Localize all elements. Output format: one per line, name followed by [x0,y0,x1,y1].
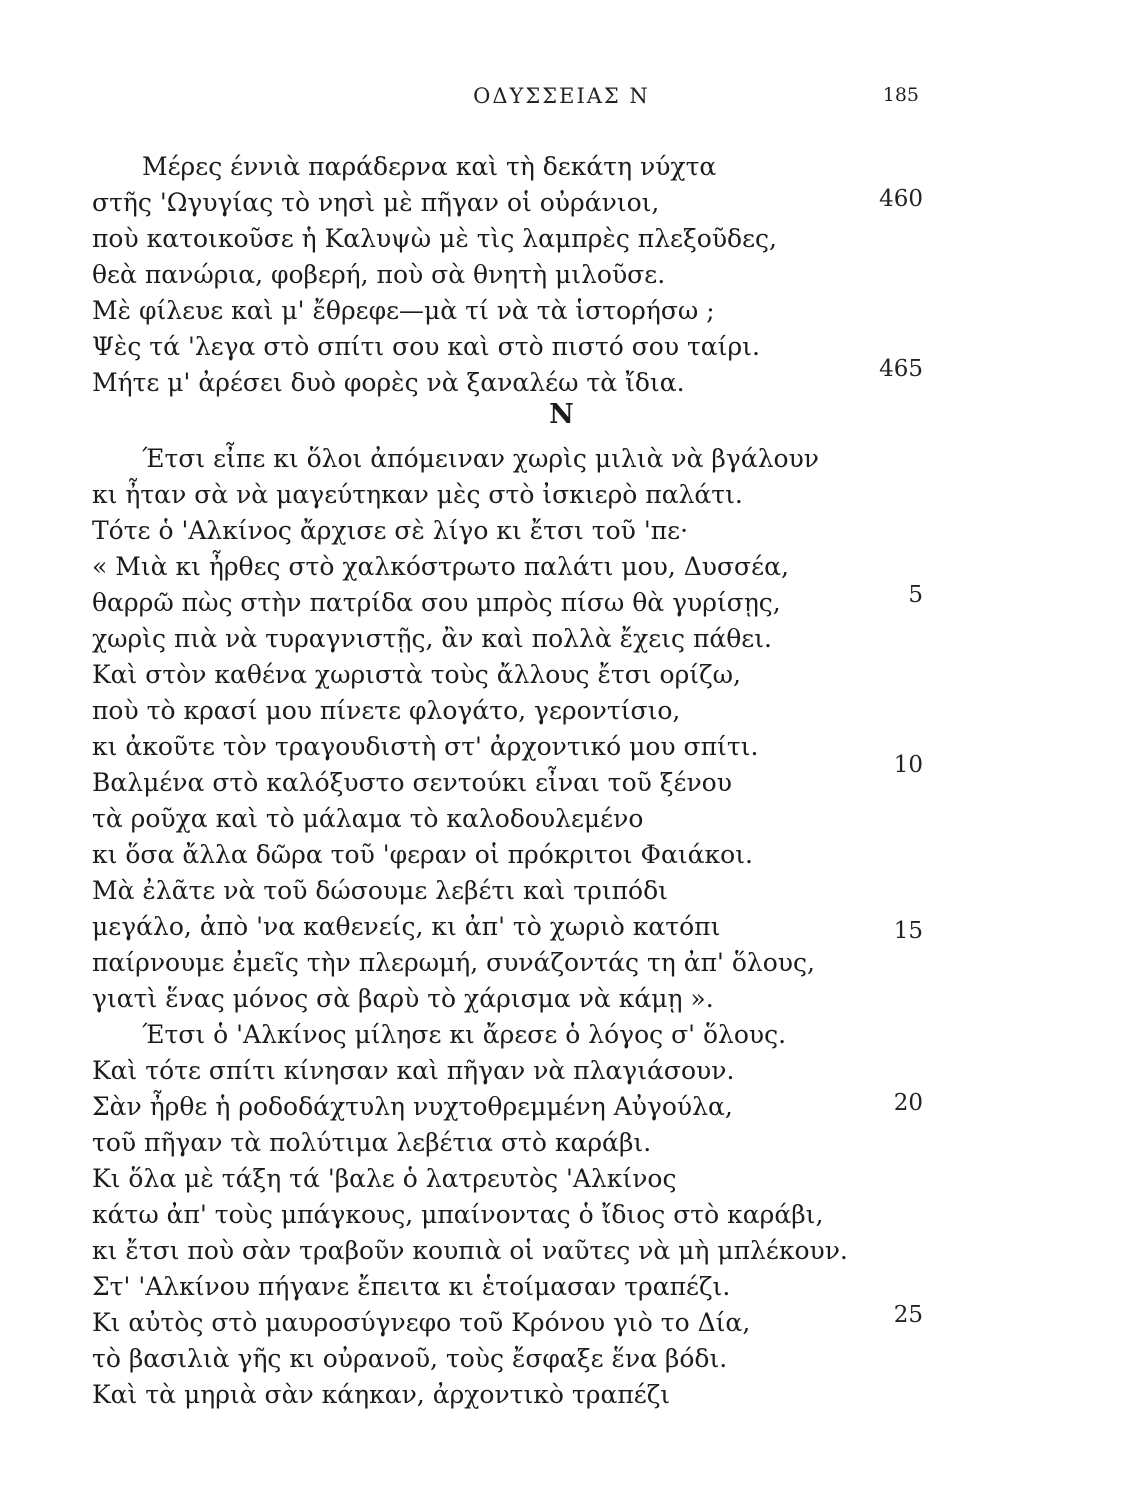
verse-line: ποὺ τὸ κρασί μου πίνετε φλογάτο, γεροντίσιο, [92,696,681,725]
line-number: 460 [879,186,923,212]
verse-line: Μὲ φίλευε καὶ μ' ἔθρεφε—μὰ τί νὰ τὰ ἱστορήσω ; [92,296,715,325]
verse-line: γιατὶ ἕνας μόνος σὰ βαρὺ τὸ χάρισμα νὰ κάμῃ ». [92,984,714,1013]
line-number: 15 [893,918,923,944]
verse-line: Στ' 'Αλκίνου πήγανε ἔπειτα κι ἑτοίμασαν τραπέζι. [92,1272,731,1301]
verse-line: ποὺ κατοικοῦσε ἡ Καλυψὼ μὲ τὶς λαμπρὲς πλεξοῦδες, [92,224,777,253]
verse-line: Ψὲς τά 'λεγα στὸ σπίτι σου καὶ στὸ πιστό σου ταίρι. [92,332,760,361]
line-number: 465 [879,356,923,382]
page-number: 185 [882,84,919,106]
verse-line: Έτσι ὁ 'Αλκίνος μίλησε κι ἄρεσε ὁ λόγος σ' ὅλους. [142,1020,787,1049]
verse-line: τὸ βασιλιὰ γῆς κι οὐρανοῦ, τοὺς ἔσφαξε ἕνα βόδι. [92,1344,728,1373]
verse-line: κι ἀκοῦτε τὸν τραγουδιστὴ στ' ἀρχοντικό μου σπίτι. [92,732,759,761]
verse-line: Τότε ὁ 'Αλκίνος ἄρχισε σὲ λίγο κι ἔτσι τοῦ 'πε· [92,516,689,545]
verse-line: κι ἔτσι ποὺ σὰν τραβοῦν κουπιὰ οἱ ναῦτες νὰ μὴ μπλέκουν. [92,1236,848,1265]
verse-line: θαρρῶ πὼς στὴν πατρίδα σου μπρὸς πίσω θὰ γυρίσῃς, [92,588,781,617]
line-number: 10 [893,752,923,778]
verse-line: Καὶ τότε σπίτι κίνησαν καὶ πῆγαν νὰ πλαγιάσουν. [92,1056,735,1085]
line-number: 25 [893,1302,923,1328]
verse-line: Κι αὐτὸς στὸ μαυροσύγνεφο τοῦ Κρόνου γιὸ το Δία, [92,1308,751,1337]
verse-line: Έτσι εἶπε κι ὅλοι ἀπόμειναν χωρὶς μιλιὰ νὰ βγάλουν [142,444,819,473]
verse-line: τοῦ πῆγαν τὰ πολύτιμα λεβέτια στὸ καράβι. [92,1128,652,1157]
verse-line: « Μιὰ κι ἦρθες στὸ χαλκόστρωτο παλάτι μου, Δυσσέα, [92,552,789,581]
verse-line: παίρνουμε ἐμεῖς τὴν πλερωμή, συνάζοντάς τη ἀπ' ὅλους, [92,948,815,977]
verse-line: Μήτε μ' ἀρέσει δυὸ φορὲς νὰ ξαναλέω τὰ ἴδια. [92,368,685,397]
section-heading: Ν [549,399,574,430]
verse-line: κάτω ἀπ' τοὺς μπάγκους, μπαίνοντας ὁ ἴδιος στὸ καράβι, [92,1200,824,1229]
verse-line: χωρὶς πιὰ νὰ τυραγνιστῇς, ἂν καὶ πολλὰ ἔχεις πάθει. [92,624,773,653]
verse-line: κι ἦταν σὰ νὰ μαγεύτηκαν μὲς στὸ ἰσκιερὸ παλάτι. [92,480,743,509]
verse-line: Σὰν ἦρθε ἡ ροδοδάχτυλη νυχτοθρεμμένη Αὐγούλα, [92,1092,733,1121]
verse-line: τὰ ροῦχα καὶ τὸ μάλαμα τὸ καλοδουλεμένο [92,804,644,833]
line-number: 20 [893,1090,923,1116]
verse-line: Μέρες έννιὰ παράδερνα καὶ τὴ δεκάτη νύχτα [142,152,717,181]
verse-line: μεγάλο, ἀπὸ 'να καθενείς, κι ἀπ' τὸ χωριὸ κατόπι [92,912,721,941]
verse-line: Κι ὅλα μὲ τάξη τά 'βαλε ὁ λατρευτὸς 'Αλκίνος [92,1164,677,1193]
verse-line: Καὶ τὰ μηριὰ σὰν κάηκαν, ἀρχοντικὸ τραπέζι [92,1380,671,1409]
verse-line: κι ὅσα ἄλλα δῶρα τοῦ 'φεραν οἱ πρόκριτοι Φαιάκοι. [92,840,753,869]
verse-line: Βαλμένα στὸ καλόξυστο σεντούκι εἶναι τοῦ ξένου [92,768,732,797]
verse-line: Μὰ ἐλᾶτε νὰ τοῦ δώσουμε λεβέτι καὶ τριπόδι [92,876,668,905]
line-number: 5 [908,582,923,608]
verse-line: θεὰ πανώρια, φοβερή, ποὺ σὰ θνητὴ μιλοῦσε. [92,260,666,289]
running-header: ΟΔΥΣΣΕΙΑΣ Ν [473,84,650,108]
verse-line: Καὶ στὸν καθένα χωριστὰ τοὺς ἄλλους ἔτσι ορίζω, [92,660,741,689]
verse-line: στῆς 'Ωγυγίας τὸ νησὶ μὲ πῆγαν οἱ οὐράνιοι, [92,188,660,217]
